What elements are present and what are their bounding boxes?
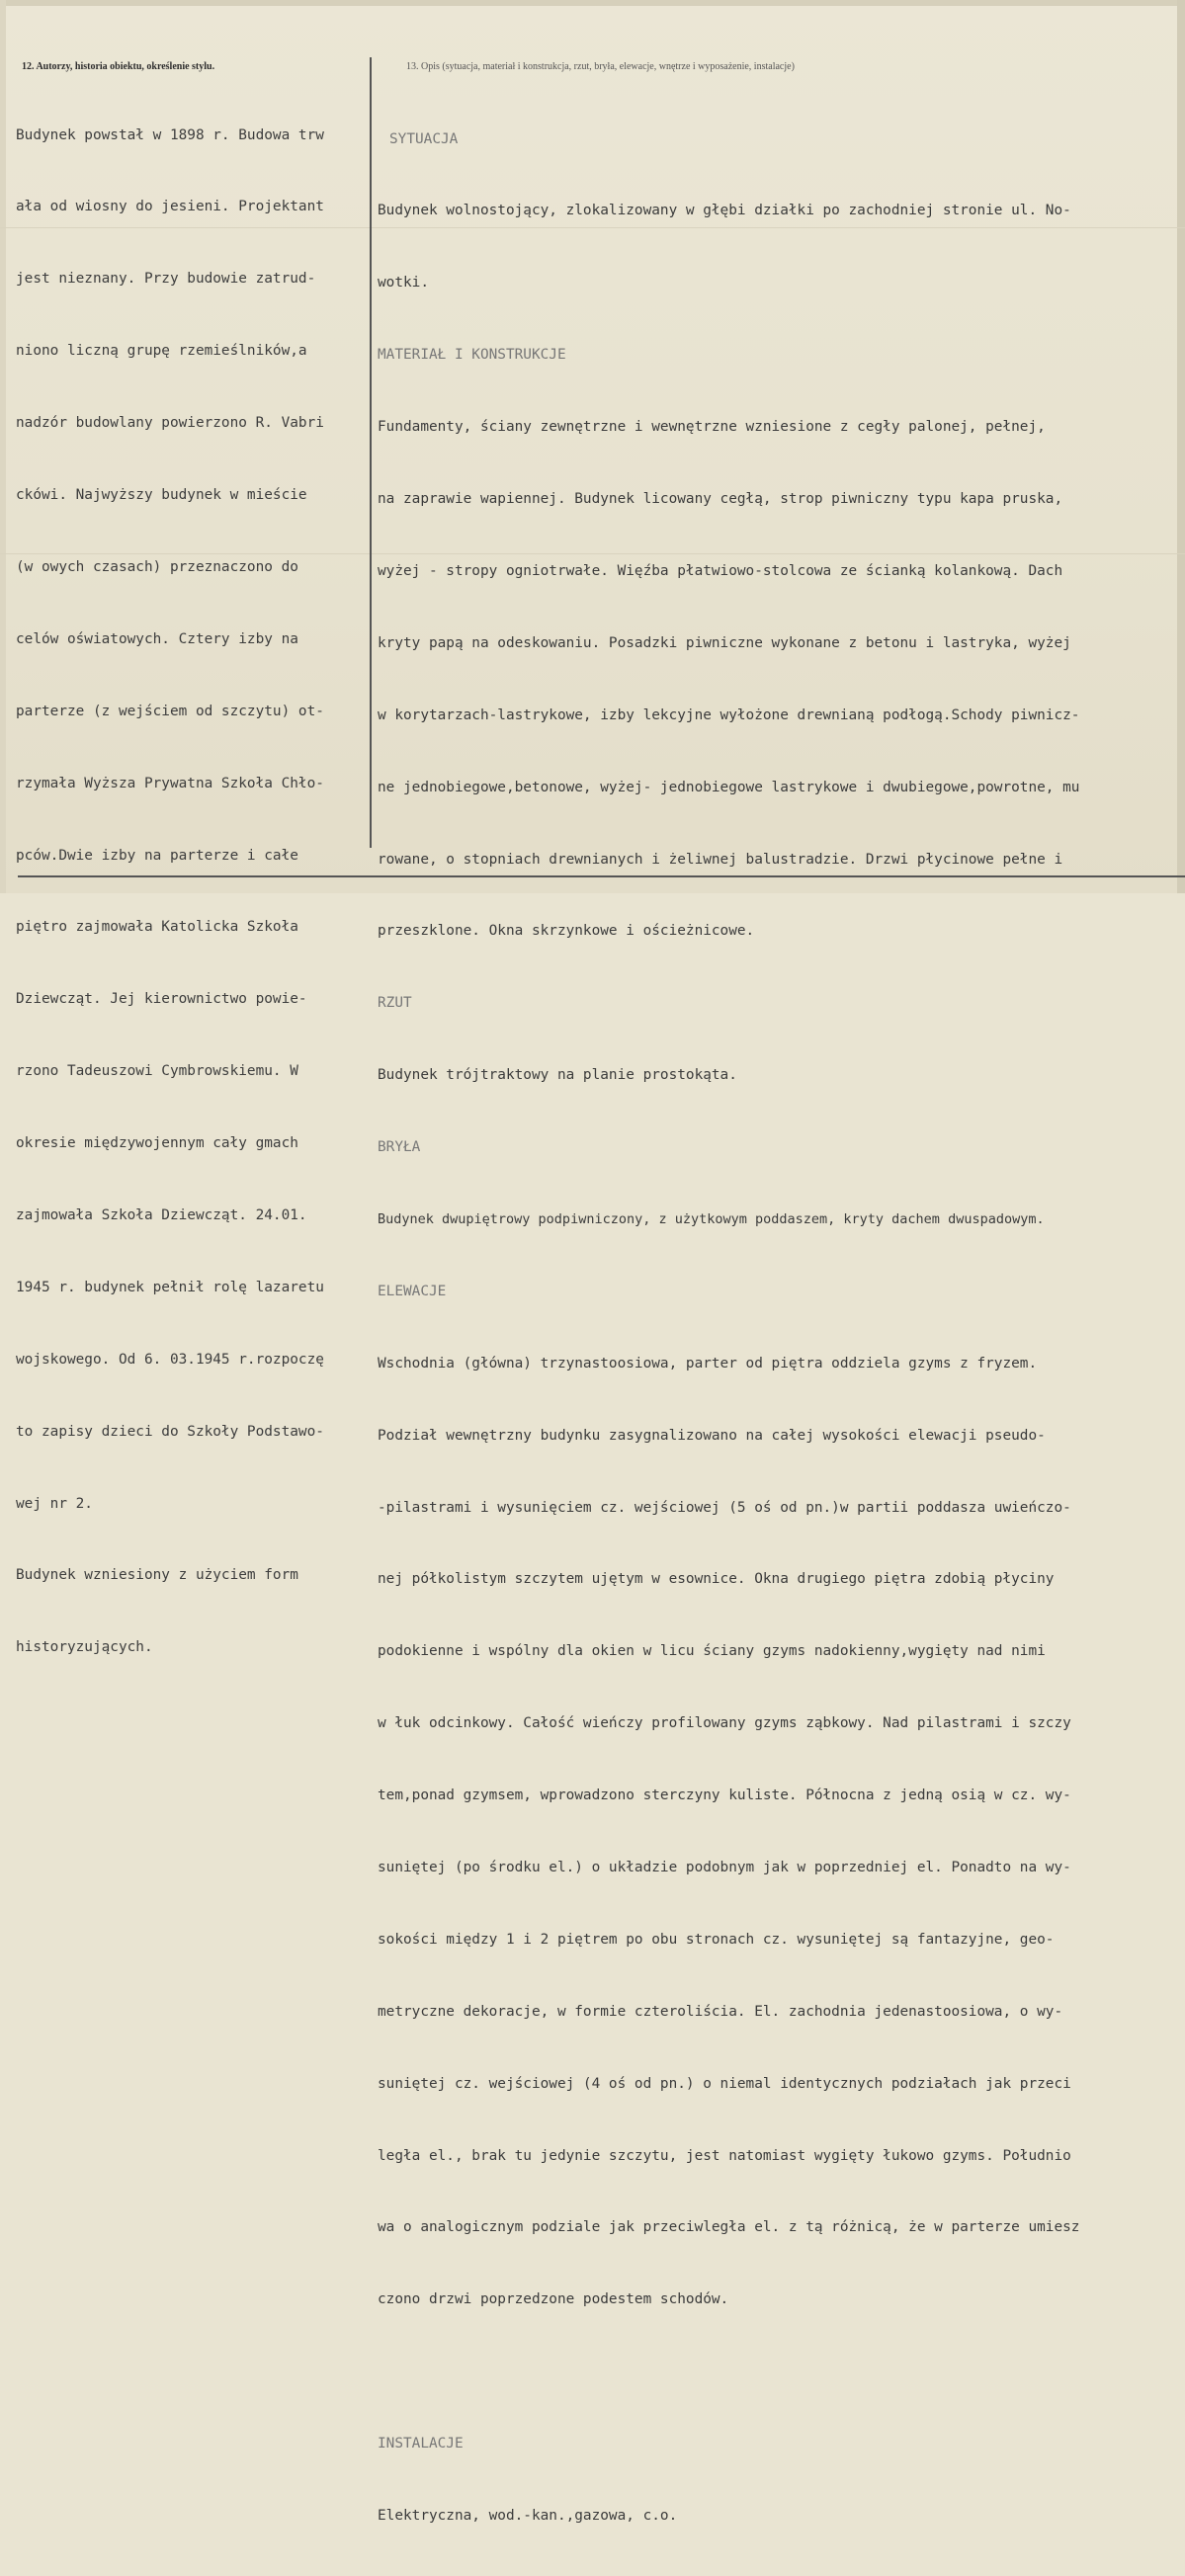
text-line: w korytarzach-lastrykowe, izby lekcyjne wyłożone drewnianą podłogą.Schody piwnicz- [378,706,1080,723]
section-12-header: 12. Autorzy, historia obiektu, określenie stylu. [22,61,215,72]
section-heading-plan: RZUT [378,995,412,1012]
text-line: tem,ponad gzymsem, wprowadzono sterczyny kuliste. Północna z jedną osią w cz. wy- [378,1787,1071,1804]
paper-edge-top [0,0,1185,6]
text-line: rowane, o stopniach drewnianych i żeliwnej balustradzie. Drzwi płycinowe pełne i [378,851,1063,868]
text-line: wyżej - stropy ogniotrwałe. Więźba płatwiowo-stolcowa ze ścianką kolankową. Dach [378,562,1063,579]
section-heading-mass: BRYŁA [378,1139,421,1156]
column-divider [370,57,372,848]
text-line: celów oświatowych. Cztery izby na [16,630,298,647]
text-line: to zapisy dzieci do Szkoły Podstawo- [16,1423,324,1440]
text-line: Budynek trójtraktowy na planie prostokąta. [378,1067,737,1084]
text-line: ne jednobiegowe,betonowe, wyżej- jednobiegowe lastrykowe i dwubiegowe,powrotne, mu [378,779,1080,795]
section-heading-situation: SYTUACJA [389,130,459,147]
text-line: wojskowego. Od 6. 03.1945 r.rozpoczę [16,1351,324,1368]
paper-edge-right [1177,0,1185,893]
text-line: na zaprawie wapiennej. Budynek licowany cegłą, strop piwniczny typu kapa pruska, [378,491,1063,508]
text-line: piętro zajmowała Katolicka Szkoła [16,919,298,936]
history-text [16,75,324,1707]
paper-edge-left [0,0,6,893]
text-line: ckówi. Najwyższy budynek w mieście [16,487,307,504]
text-line: jest nieznany. Przy budowie zatrud- [16,271,316,288]
text-line: -pilastrami i wysunięciem cz. wejściowej (5 oś od pn.)w partii poddasza uwieńczo- [378,1499,1071,1516]
text-line: przeszklone. Okna skrzynkowe i ościeżnicowe. [378,923,755,940]
text-line: sokości między 1 i 2 piętrem po obu stronach cz. wysuniętej są fantazyjne, geo- [378,1931,1055,1948]
text-line: nej półkolistym szczytem ujętym w esownice. Okna drugiego piętra zdobią płyciny [378,1571,1055,1588]
text-line: metryczne dekoracje, w formie czteroliścia. El. zachodnia jedenastoosiowa, o wy- [378,2003,1063,2020]
text-line: Elektryczna, wod.-kan.,gazowa, c.o. [378,2507,678,2524]
text-line: Wschodnia (główna) trzynastoosiowa, parter od piętra oddziela gzyms z fryzem. [378,1355,1038,1371]
text-line: (w owych czasach) przeznaczono do [16,558,298,575]
text-line: parterze (z wejściem od szczytu) ot- [16,703,324,719]
text-line: zajmowała Szkoła Dziewcząt. 24.01. [16,1206,307,1223]
description-text [378,79,1079,2576]
text-line: nadzór budowlany powierzono R. Vabri [16,415,324,432]
text-line: niono liczną grupę rzemieślników,a [16,343,307,360]
text-line: rzymała Wyższa Prywatna Szkoła Chło- [16,775,324,791]
text-line: rzono Tadeuszowi Cymbrowskiemu. W [16,1063,298,1080]
section-heading-installations: INSTALACJE [378,2436,464,2452]
text-line: wa o analogicznym podziale jak przeciwległa el. z tą różnicą, że w parterze umiesz [378,2219,1080,2236]
blank-line [378,2360,1079,2383]
text-line: Budynek wolnostojący, zlokalizowany w głębi działki po zachodniej stronie ul. No- [378,203,1071,219]
section-heading-elevations: ELEWACJE [378,1283,447,1299]
text-line: suniętej (po środku el.) o układzie podobnym jak w poprzedniej el. Ponadto na wy- [378,1859,1071,1875]
text-line: Dziewcząt. Jej kierownictwo powie- [16,991,307,1008]
section-heading-material: MATERIAŁ I KONSTRUKCJE [378,347,566,364]
text-line: wej nr 2. [16,1495,93,1512]
text-line: Budynek wzniesiony z użyciem form [16,1567,298,1584]
text-line: pców.Dwie izby na parterze i całe [16,847,298,864]
section-13-header: 13. Opis (sytuacja, materiał i konstrukcja, rzut, bryła, elewacje, wnętrze i wyposażenie, instalacje) [406,61,795,72]
text-line: Budynek powstał w 1898 r. Budowa trw [16,126,324,143]
text-line: legła el., brak tu jedynie szczytu, jest natomiast wygięty łukowo gzyms. Południo [378,2147,1071,2164]
text-line: 1945 r. budynek pełnił rolę lazaretu [16,1279,324,1295]
text-line: historyzujących. [16,1639,153,1656]
text-line: czono drzwi poprzedzone podestem schodów. [378,2291,729,2308]
text-line: Fundamenty, ściany zewnętrzne i wewnętrzne wzniesione z cegły palonej, pełnej, [378,419,1046,436]
text-line: Podział wewnętrzny budynku zasygnalizowano na całej wysokości elewacji pseudo- [378,1427,1046,1444]
text-line: kryty papą na odeskowaniu. Posadzki piwniczne wykonane z betonu i lastryka, wyżej [378,634,1071,651]
text-line: Budynek dwupiętrowy podpiwniczony, z użytkowym poddaszem, kryty dachem dwuspadowym. [378,1210,1045,1227]
text-line: w łuk odcinkowy. Całość wieńczy profilowany gzyms ząbkowy. Nad pilastrami i szczy [378,1715,1071,1732]
text-line: ała od wiosny do jesieni. Projektant [16,199,324,215]
text-line: okresie międzywojennym cały gmach [16,1135,298,1152]
text-line: wotki. [378,275,429,291]
text-line: suniętej cz. wejściowej (4 oś od pn.) o niemal identycznych podziałach jak przeci [378,2075,1071,2092]
text-line: podokienne i wspólny dla okien w licu ściany gzyms nadokienny,wygięty nad nimi [378,1643,1046,1660]
